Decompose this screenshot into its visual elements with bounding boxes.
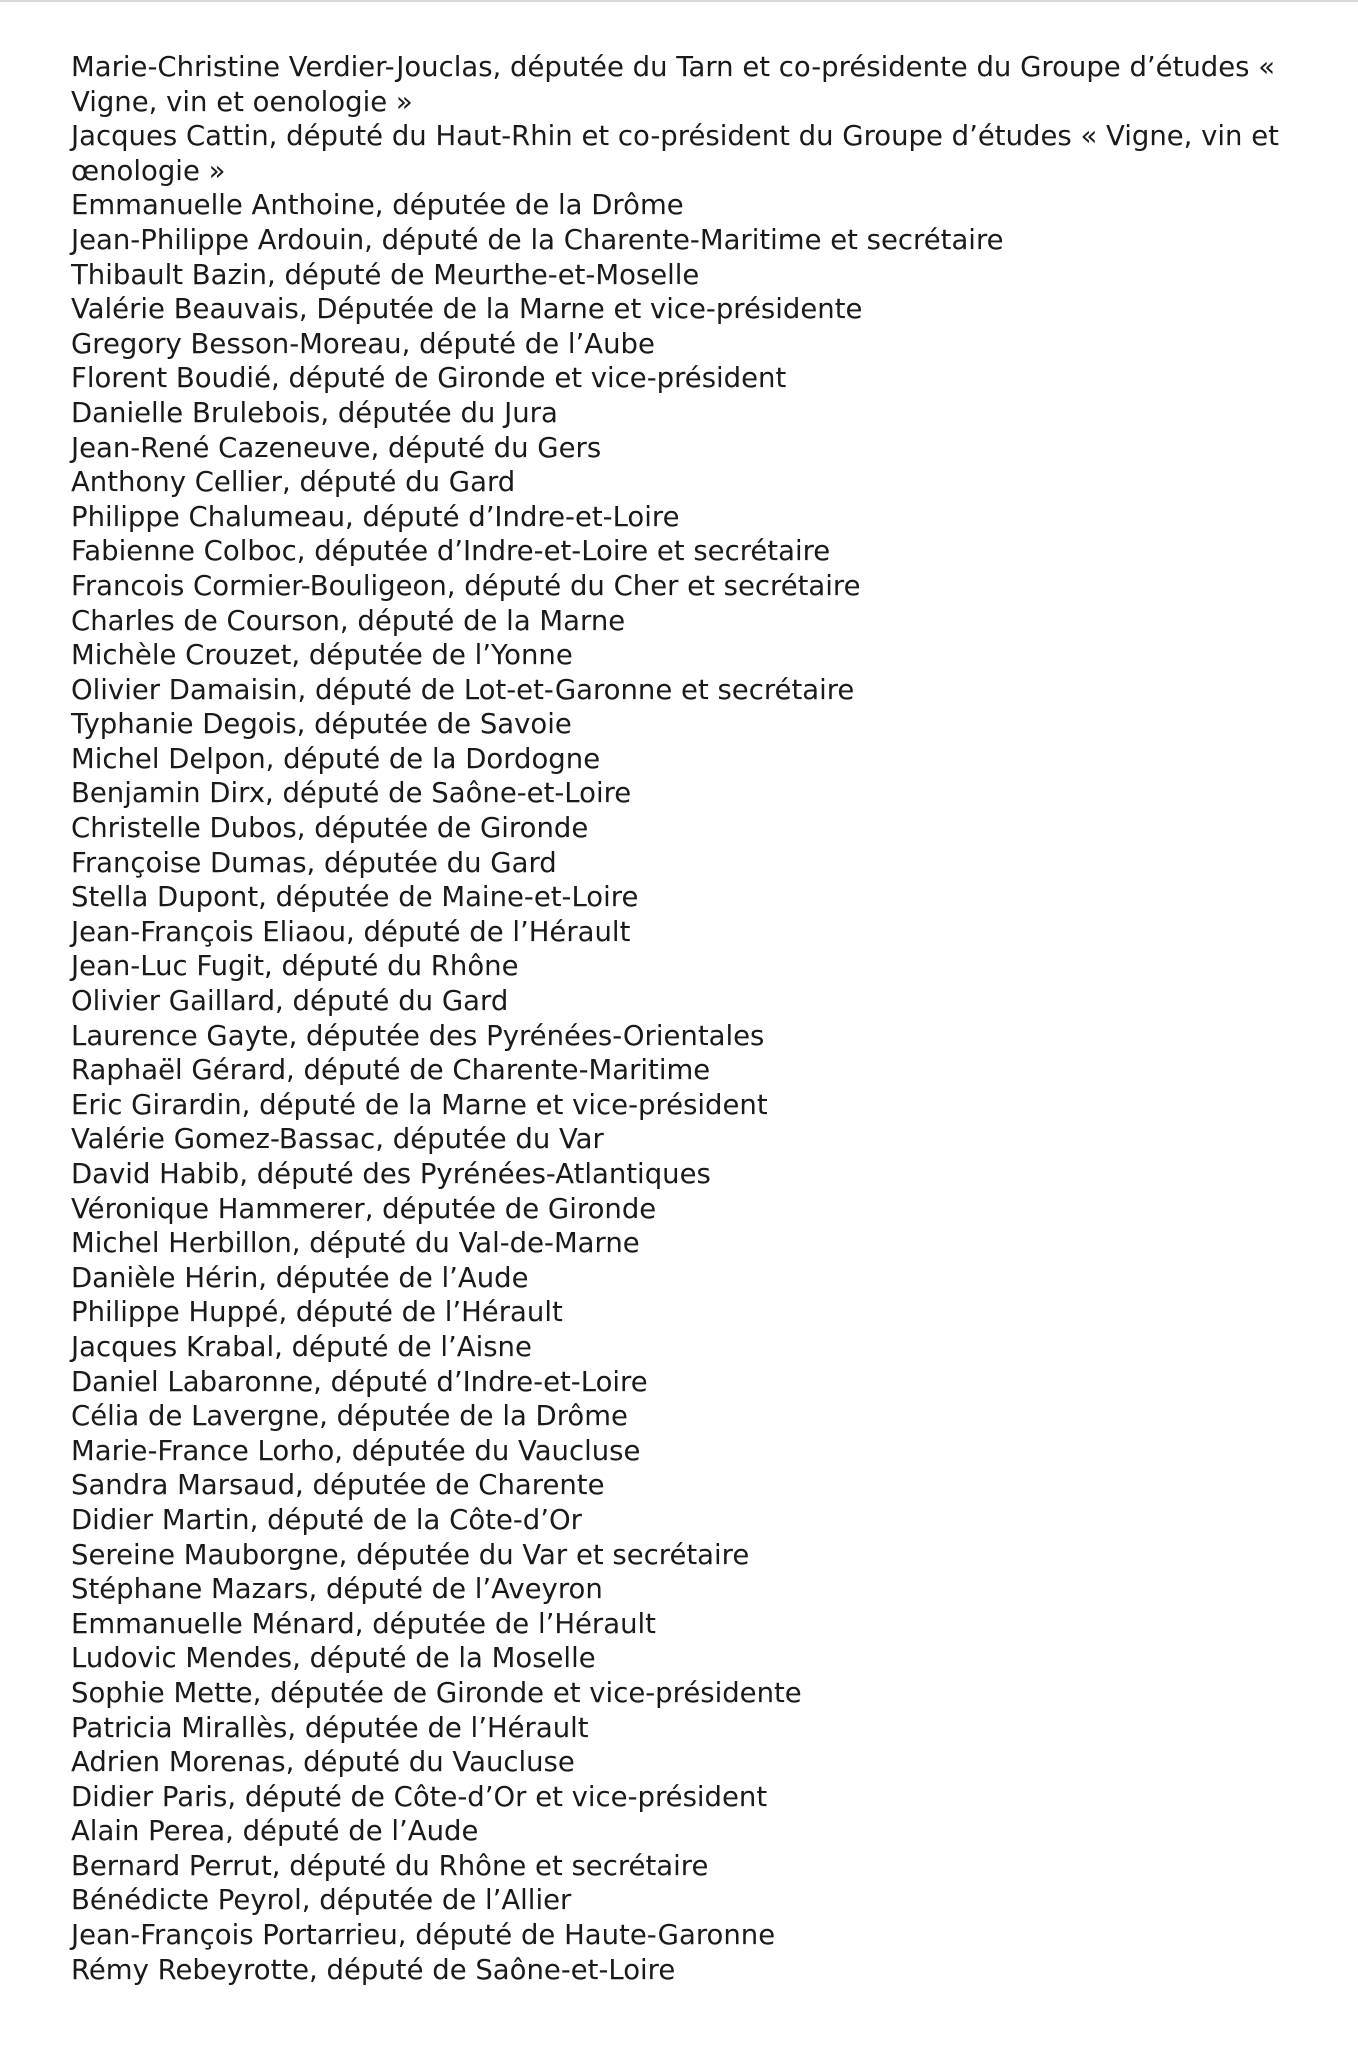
member-entry: Jean-Luc Fugit, député du Rhône bbox=[71, 950, 519, 983]
member-entry: Jean-René Cazeneuve, député du Gers bbox=[71, 431, 602, 464]
member-entry: Alain Perea, député de l’Aude bbox=[71, 1815, 479, 1848]
member-entry: Charles de Courson, député de la Marne bbox=[71, 604, 626, 637]
member-entry: Benjamin Dirx, député de Saône-et-Loire bbox=[71, 777, 632, 810]
member-entry: Rémy Rebeyrotte, député de Saône-et-Loire bbox=[71, 1953, 676, 1986]
member-entry: Françoise Dumas, députée du Gard bbox=[71, 846, 557, 879]
member-entry: Christelle Dubos, députée de Gironde bbox=[71, 812, 589, 845]
member-entry: Valérie Beauvais, Députée de la Marne et vice-présidente bbox=[71, 293, 863, 326]
member-entry: Jacques Krabal, député de l’Aisne bbox=[71, 1330, 532, 1363]
member-entry: Stella Dupont, députée de Maine-et-Loire bbox=[71, 881, 639, 914]
member-entry: Fabienne Colboc, députée d’Indre-et-Loire et secrétaire bbox=[71, 535, 831, 568]
member-entry: Raphaël Gérard, député de Charente-Maritime bbox=[71, 1054, 711, 1087]
member-entry: Jean-Philippe Ardouin, député de la Charente-Maritime et secrétaire bbox=[71, 223, 1004, 256]
member-entry: Sophie Mette, députée de Gironde et vice-présidente bbox=[71, 1676, 802, 1709]
member-entry: Philippe Huppé, député de l’Hérault bbox=[71, 1296, 563, 1329]
member-entry: Sereine Mauborgne, députée du Var et secrétaire bbox=[71, 1538, 750, 1571]
member-entry: Anthony Cellier, député du Gard bbox=[71, 466, 516, 499]
member-entry: Célia de Lavergne, députée de la Drôme bbox=[71, 1400, 628, 1433]
member-entry: Sandra Marsaud, députée de Charente bbox=[71, 1469, 605, 1502]
member-entry: Adrien Morenas, député du Vaucluse bbox=[71, 1746, 575, 1779]
member-entry: Didier Martin, député de la Côte-d’Or bbox=[71, 1503, 582, 1536]
member-entry: Marie-France Lorho, députée du Vaucluse bbox=[71, 1434, 641, 1467]
member-entry: Jacques Cattin, député du Haut-Rhin et co-président du Groupe d’études « Vigne, vin et œnologie » bbox=[71, 120, 1279, 187]
member-entry: Thibault Bazin, député de Meurthe-et-Moselle bbox=[71, 258, 700, 291]
member-entry: Michel Delpon, député de la Dordogne bbox=[71, 742, 601, 775]
member-entry: Florent Boudié, député de Gironde et vice-président bbox=[71, 362, 787, 395]
member-entry: Michel Herbillon, député du Val-de-Marne bbox=[71, 1227, 640, 1260]
member-entry: David Habib, député des Pyrénées-Atlantiques bbox=[71, 1158, 711, 1190]
member-entry: Eric Girardin, député de la Marne et vice-président bbox=[71, 1088, 768, 1121]
member-entry: Bernard Perrut, député du Rhône et secrétaire bbox=[71, 1849, 709, 1882]
member-entry: Patricia Mirallès, députée de l’Hérault bbox=[71, 1711, 589, 1744]
member-entry: Stéphane Mazars, député de l’Aveyron bbox=[71, 1573, 603, 1606]
member-entry: Valérie Gomez-Bassac, députée du Var bbox=[71, 1123, 604, 1156]
member-entry: Daniel Labaronne, député d’Indre-et-Loire bbox=[71, 1365, 648, 1398]
member-entry: Laurence Gayte, députée des Pyrénées-Orientales bbox=[71, 1019, 765, 1052]
member-entry: Jean-François Portarrieu, député de Haute-Garonne bbox=[71, 1919, 776, 1952]
member-entry: Jean-François Eliaou, député de l’Hérault bbox=[71, 915, 631, 948]
member-entry: Gregory Besson-Moreau, député de l’Aube bbox=[71, 327, 655, 360]
member-entry: Typhanie Degois, députée de Savoie bbox=[71, 708, 572, 741]
member-entry: Bénédicte Peyrol, députée de l’Allier bbox=[71, 1884, 572, 1917]
member-entry: Ludovic Mendes, député de la Moselle bbox=[71, 1642, 596, 1675]
member-entry: Olivier Gaillard, député du Gard bbox=[71, 985, 509, 1018]
member-list bbox=[71, 50, 1321, 1987]
member-entry: Philippe Chalumeau, député d’Indre-et-Loire bbox=[71, 500, 680, 533]
member-entry: Emmanuelle Anthoine, députée de la Drôme bbox=[71, 189, 684, 222]
member-entry: Emmanuelle Ménard, députée de l’Hérault bbox=[71, 1607, 656, 1640]
member-entry: Olivier Damaisin, député de Lot-et-Garonne et secrétaire bbox=[71, 673, 855, 706]
member-entry: Danielle Brulebois, députée du Jura bbox=[71, 396, 558, 429]
top-divider bbox=[0, 0, 1358, 2]
member-entry: Michèle Crouzet, députée de l’Yonne bbox=[71, 639, 573, 672]
member-entry: Danièle Hérin, députée de l’Aude bbox=[71, 1261, 529, 1294]
member-entry: Véronique Hammerer, députée de Gironde bbox=[71, 1192, 657, 1225]
member-entry: Didier Paris, député de Côte-d’Or et vice-président bbox=[71, 1780, 768, 1813]
member-entry: Marie-Christine Verdier-Jouclas, députée du Tarn et co-présidente du Groupe d’études « Vigne, vin et oenologie » bbox=[71, 51, 1276, 118]
member-entry: Francois Cormier-Bouligeon, député du Cher et secrétaire bbox=[71, 569, 861, 602]
